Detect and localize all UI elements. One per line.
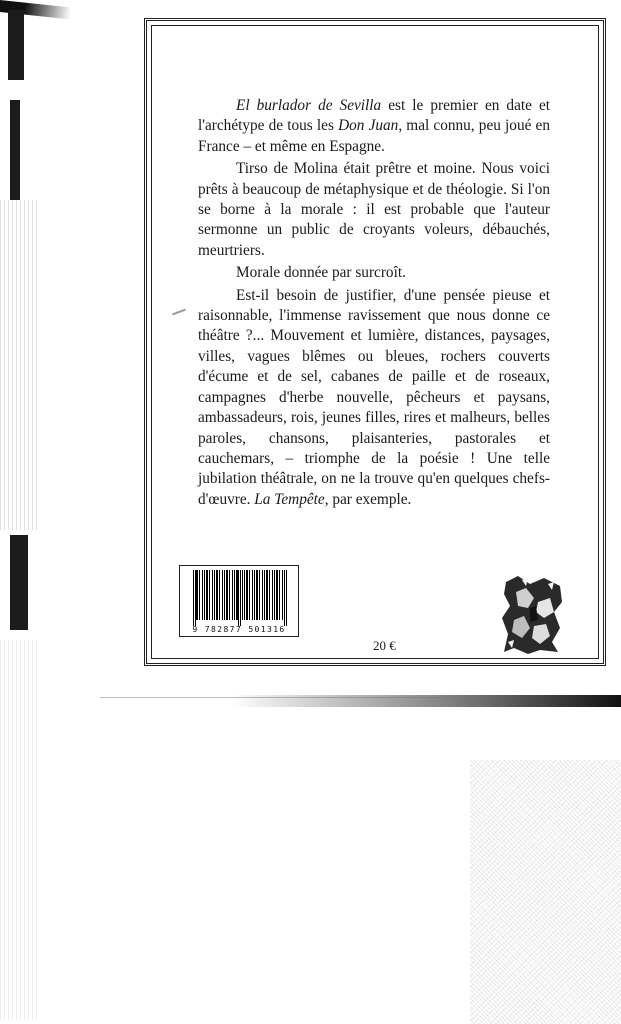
scan-shadow-strip (8, 10, 24, 80)
la-tempete-italic: La Tempête (254, 490, 325, 508)
scan-edge-texture (0, 200, 40, 530)
scan-shadow-bottom (230, 695, 621, 707)
scan-shadow-strip (10, 535, 28, 630)
barcode-guard (238, 570, 241, 626)
barcode-guard (284, 570, 287, 626)
isbn-barcode (179, 565, 299, 637)
price: 20 € (373, 638, 396, 653)
blurb-paragraph: Tirso de Molina était prêtre et moine. Nous voici prêts à beaucoup de métaphysique et de théologie. Si l'on se borne à la morale : il est probable que l'auteur sermonne un public de croyants voleurs, débauchés, meurtriers. (198, 160, 550, 259)
blurb-paragraph (198, 96, 550, 157)
publisher-logo-icon (500, 572, 566, 654)
blurb-span: , par exemple. (324, 490, 412, 508)
don-juan-italic: Don Juan (338, 117, 399, 135)
scan-noise (470, 760, 621, 1024)
blurb-span: Est-il besoin de justifier, d'une pensée pieuse et raisonnable, l'immense ravissement que nous donne ce théâtre ?... Mouvement et lumière, distances, paysages, villes, vagues blêmes ou bleues, rochers couverts d'écume et de sel, cabanes de paille et de roseaux, campagnes d'herbe nouvelle, pêcheurs et paysans, ambassadeurs, rois, jeunes filles, rires et malheurs, belles paroles, chansons, plaisanteries, pastorales et cauchemars, – triomphe de la poésie ! Une telle jubilation théâtrale, on ne la trouve qu'en quelques chefs-d'œuvre. (198, 286, 550, 508)
blurb-span: est le premier en date et l'archétype de tous les (198, 97, 550, 135)
blurb-paragraph (198, 286, 550, 510)
title-italic: El burlador de Sevilla (236, 97, 382, 114)
blurb-paragraph: Morale donnée par surcroît. (236, 264, 406, 282)
blurb-text (198, 96, 550, 512)
scan-shadow-strip (10, 100, 20, 200)
isbn-number: 9 782877 501316 (192, 625, 286, 634)
scan-edge-texture (0, 640, 40, 1020)
barcode-guard (193, 570, 196, 626)
blurb-span: , mal connu, peu joué en France – et même en Espagne. (198, 117, 550, 155)
